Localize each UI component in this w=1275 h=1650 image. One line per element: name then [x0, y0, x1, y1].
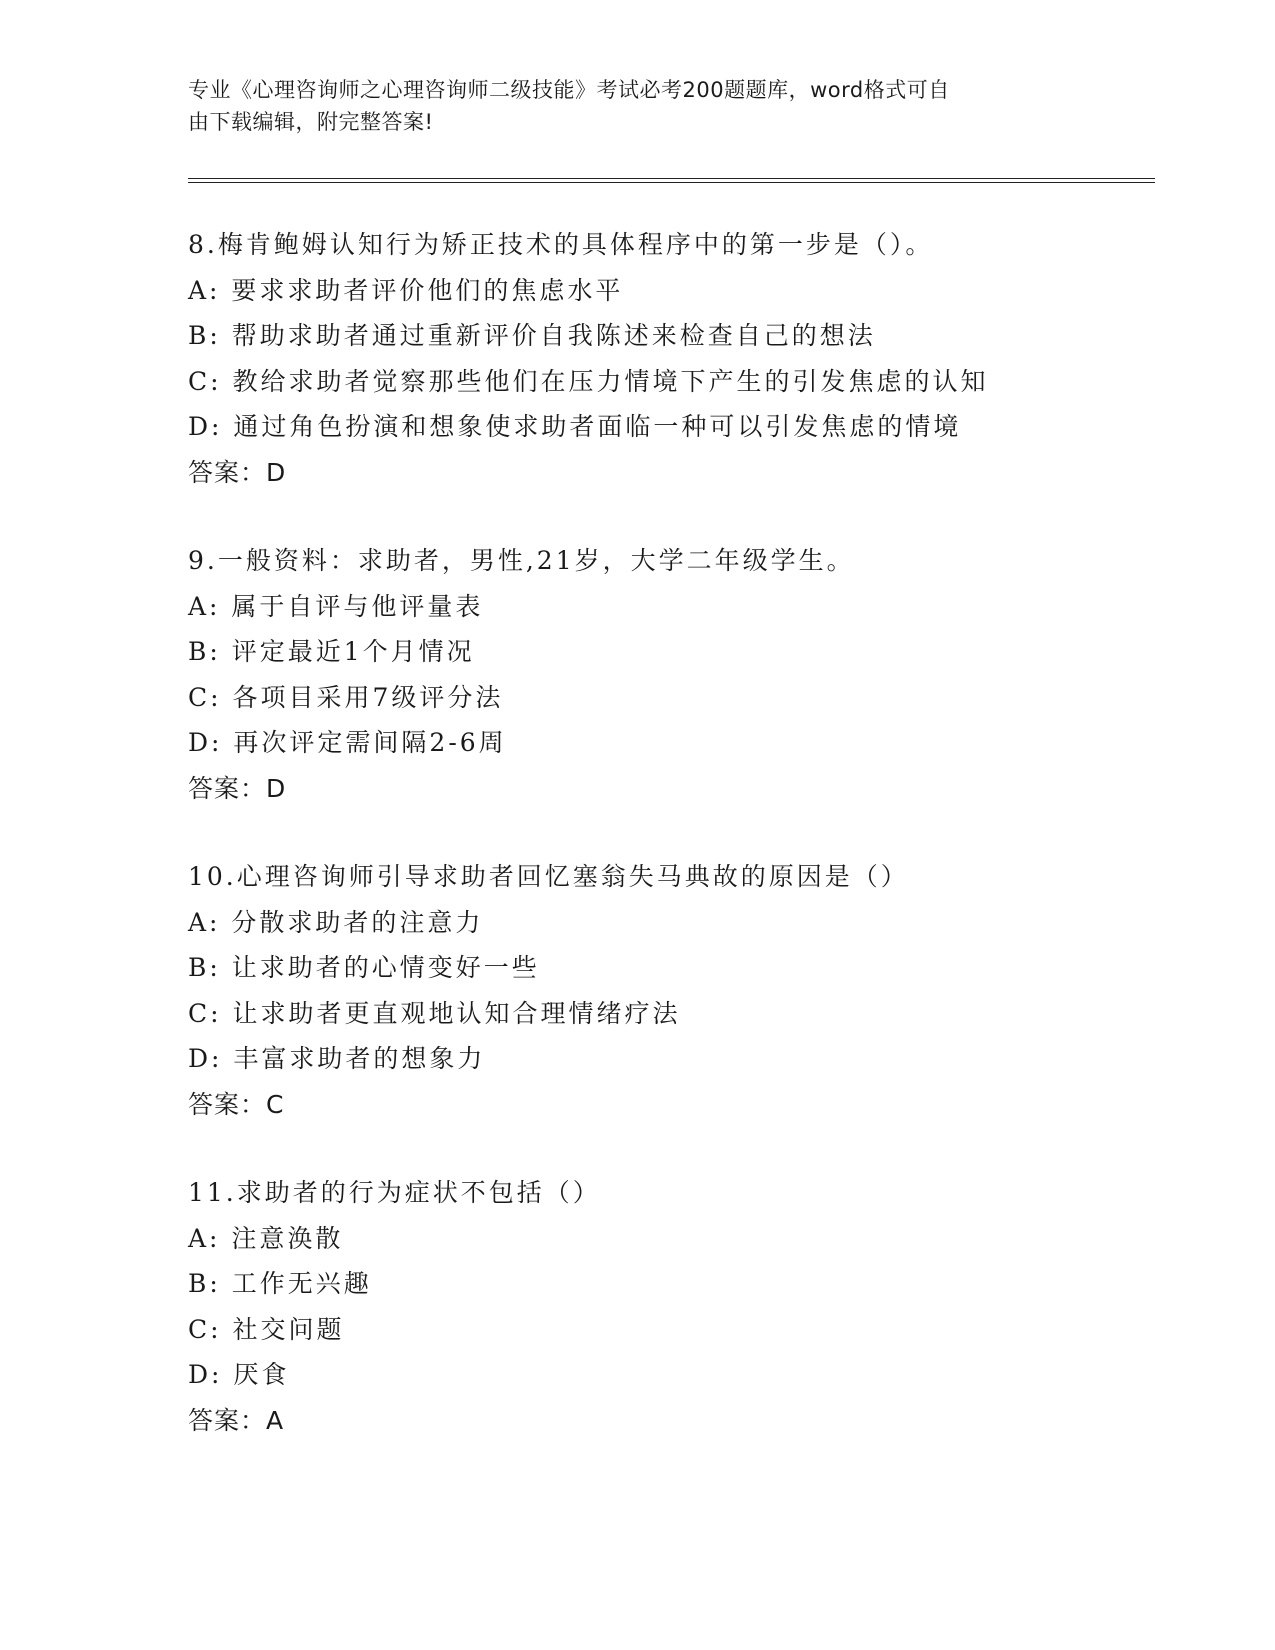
option-a: A: 要求求助者评价他们的焦虑水平	[188, 275, 624, 305]
question-11	[188, 1170, 1148, 1443]
option-d: D: 厌食	[188, 1360, 290, 1389]
answer: 答案：A	[188, 1405, 285, 1435]
option-c: C: 让求助者更直观地认知合理情绪疗法	[188, 998, 681, 1028]
answer: 答案：D	[188, 457, 287, 487]
option-c: C: 各项目采用7级评分法	[188, 682, 504, 712]
option-a: A: 属于自评与他评量表	[188, 591, 484, 621]
option-c: C: 社交问题	[188, 1314, 345, 1344]
question-title: 11.求助者的行为症状不包括（）	[188, 1178, 601, 1207]
question-9	[188, 538, 1148, 811]
question-10	[188, 854, 1148, 1127]
answer: 答案：D	[188, 773, 287, 803]
answer: 答案：C	[188, 1089, 285, 1119]
option-a: A: 分散求助者的注意力	[188, 907, 484, 937]
option-b: B: 帮助求助者通过重新评价自我陈述来检查自己的想法	[188, 321, 876, 350]
document-header	[188, 74, 1068, 138]
question-8	[188, 222, 1148, 495]
option-d: D: 再次评定需间隔2-6周	[188, 728, 507, 757]
option-b: B: 评定最近1个月情况	[188, 637, 475, 666]
question-title: 10.心理咨询师引导求助者回忆塞翁失马典故的原因是（）	[188, 862, 909, 891]
option-b: B: 工作无兴趣	[188, 1269, 372, 1298]
option-b: B: 让求助者的心情变好一些	[188, 953, 540, 982]
header-line-1: 专业《心理咨询师之心理咨询师二级技能》考试必考200题题库，word格式可自	[188, 78, 950, 102]
option-d: D: 通过角色扮演和想象使求助者面临一种可以引发焦虑的情境	[188, 412, 962, 441]
header-divider	[188, 178, 1155, 183]
header-line-2: 由下载编辑，附完整答案!	[188, 110, 434, 134]
option-d: D: 丰富求助者的想象力	[188, 1044, 486, 1073]
option-c: C: 教给求助者觉察那些他们在压力情境下产生的引发焦虑的认知	[188, 366, 989, 396]
question-title: 9.一般资料：求助者，男性,21岁，大学二年级学生。	[188, 546, 855, 575]
option-a: A: 注意涣散	[188, 1223, 344, 1253]
question-title: 8.梅肯鲍姆认知行为矫正技术的具体程序中的第一步是（）。	[188, 230, 934, 259]
